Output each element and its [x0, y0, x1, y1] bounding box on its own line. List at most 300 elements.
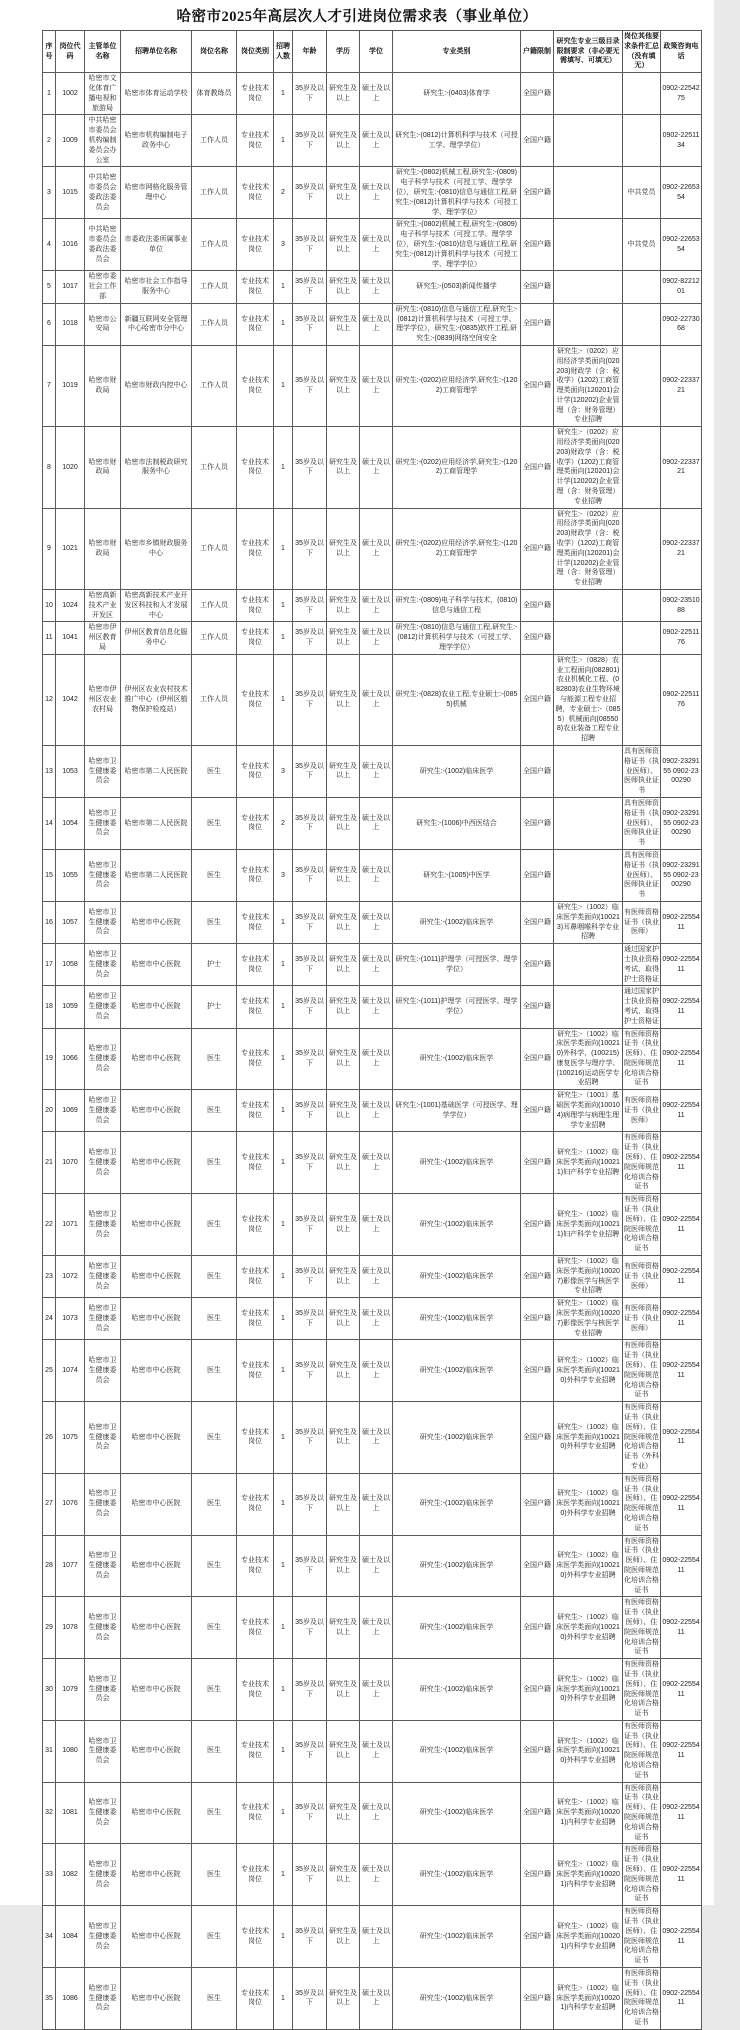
cell: 医生 [192, 1194, 237, 1256]
cell: 1042 [56, 654, 85, 745]
cell: 3 [274, 219, 293, 271]
cell: 1058 [56, 944, 85, 986]
cell: 哈密市法制税政研究服务中心 [121, 427, 192, 508]
cell: 34 [43, 1906, 56, 1968]
table-row [43, 1597, 702, 1659]
cell: 研究生:-(1002)临床医学 [393, 1298, 521, 1340]
cell: 硕士及以上 [360, 745, 393, 797]
cell: 26 [43, 1402, 56, 1474]
cell: 1080 [56, 1720, 85, 1782]
cell: 全国户籍 [521, 986, 554, 1028]
cell: 专业技术岗位 [237, 1473, 274, 1535]
cell: 硕士及以上 [360, 797, 393, 849]
cell: 哈密市第二人民医院 [121, 849, 192, 901]
cell: 工作人员 [192, 303, 237, 345]
table-row [43, 1402, 702, 1474]
cell [554, 590, 623, 622]
cell: 研究生及以上 [327, 1844, 360, 1906]
cell: 研究生:-（1002）临床医学类面向(100210)外科学专业招聘 [554, 1340, 623, 1402]
cell: 研究生:-（1002）临床医学类面向(100201)内科学专业招聘 [554, 1782, 623, 1844]
cell: 研究生及以上 [327, 986, 360, 1028]
cell: 全国户籍 [521, 1659, 554, 1721]
cell: 0902-2255411 [661, 1782, 702, 1844]
cell: 31 [43, 1720, 56, 1782]
cell: 专业技术岗位 [237, 1028, 274, 1090]
cell: 研究生及以上 [327, 797, 360, 849]
cell: 医生 [192, 745, 237, 797]
cell: 1074 [56, 1340, 85, 1402]
cell: 1 [274, 345, 293, 426]
cell: 专业技术岗位 [237, 1597, 274, 1659]
cell: 专业技术岗位 [237, 1782, 274, 1844]
cell: 哈密市卫生健康委员会 [85, 1473, 121, 1535]
table-row [43, 849, 702, 901]
cell: 硕士及以上 [360, 1844, 393, 1906]
cell: 研究生及以上 [327, 167, 360, 219]
table-row [43, 1968, 702, 2030]
cell: 0902-2351088 [661, 590, 702, 622]
cell: 1 [43, 73, 56, 115]
cell: 28 [43, 1535, 56, 1597]
cell: 专业技术岗位 [237, 1906, 274, 1968]
cell: 全国户籍 [521, 1535, 554, 1597]
cell: 17 [43, 944, 56, 986]
cell: 1018 [56, 303, 85, 345]
cell: 哈密市中心医院 [121, 901, 192, 943]
cell: 1 [274, 1473, 293, 1535]
cell: 研究生及以上 [327, 590, 360, 622]
cell: 哈密市卫生健康委员会 [85, 1402, 121, 1474]
cell: 有医师资格证书（执业医师）、住院医师规范化培训合格证书 [623, 1473, 661, 1535]
header-cell: 年龄 [293, 31, 327, 73]
cell: 研究生及以上 [327, 1782, 360, 1844]
table-row [43, 1906, 702, 1968]
cell: 医生 [192, 1782, 237, 1844]
cell: 全国户籍 [521, 590, 554, 622]
cell: 哈密市卫生健康委员会 [85, 1720, 121, 1782]
cell: 中共哈密市委员会机构编制委员会办公室 [85, 115, 121, 167]
cell: 哈密高新技术产业开发区科技和人才发展中心 [121, 590, 192, 622]
cell: 研究生:-(1002)临床医学 [393, 1028, 521, 1090]
cell [623, 590, 661, 622]
cell: 1072 [56, 1256, 85, 1298]
table-row [43, 1782, 702, 1844]
cell: 哈密市中心医院 [121, 1597, 192, 1659]
cell: 1 [274, 508, 293, 589]
cell: 0902-2251176 [661, 622, 702, 654]
table-row [43, 1844, 702, 1906]
cell: 研究生:-（1002）临床医学类面向(100211)妇产科学专业招聘 [554, 1132, 623, 1194]
cell: 13 [43, 745, 56, 797]
cell: 硕士及以上 [360, 219, 393, 271]
cell: 0902-2255411 [661, 1132, 702, 1194]
cell: 专业技术岗位 [237, 1659, 274, 1721]
cell: 35岁及以下 [293, 1782, 327, 1844]
cell: 专业技术岗位 [237, 1090, 274, 1132]
cell: 有医师资格证书（执业医师）、住院医师规范化培训合格证书 [623, 1535, 661, 1597]
cell: 医生 [192, 1298, 237, 1340]
table-row [43, 1659, 702, 1721]
cell: 1 [274, 1597, 293, 1659]
cell: 研究生:-(1002)临床医学 [393, 1597, 521, 1659]
header-cell: 政策咨询电话 [661, 31, 702, 73]
cell: 4 [43, 219, 56, 271]
cell: 研究生:-（1002）临床医学类面向(100211)妇产科学专业招聘 [554, 1194, 623, 1256]
cell: 35岁及以下 [293, 73, 327, 115]
cell: 专业技术岗位 [237, 1844, 274, 1906]
table-row [43, 1340, 702, 1402]
cell: 35岁及以下 [293, 944, 327, 986]
cell: 35岁及以下 [293, 1968, 327, 2030]
cell: 哈密市卫生健康委员会 [85, 986, 121, 1028]
cell: 全国户籍 [521, 901, 554, 943]
cell: 硕士及以上 [360, 1906, 393, 1968]
cell: 有医师资格证书（执业医师） [623, 1090, 661, 1132]
cell: 硕士及以上 [360, 1298, 393, 1340]
cell: 30 [43, 1659, 56, 1721]
cell: 8 [43, 427, 56, 508]
cell: 哈密市机构编制电子政务中心 [121, 115, 192, 167]
cell: 研究生:-（1002）临床医学类面向(100210)外科学专业招聘 [554, 1535, 623, 1597]
cell: 中共党员 [623, 167, 661, 219]
cell: 哈密市卫生健康委员会 [85, 1968, 121, 2030]
cell: 18 [43, 986, 56, 1028]
cell: 3 [274, 849, 293, 901]
cell: 研究生:-(1001)基础医学（可授医学、理学学位） [393, 1090, 521, 1132]
cell: 1 [274, 115, 293, 167]
cell: 专业技术岗位 [237, 849, 274, 901]
cell: 1059 [56, 986, 85, 1028]
cell: 哈密市中心医院 [121, 1256, 192, 1298]
cell: 1 [274, 986, 293, 1028]
cell: 0902-2251134 [661, 115, 702, 167]
cell: 研究生:-(1011)护理学（可授医学、理学学位） [393, 986, 521, 1028]
cell: 医生 [192, 849, 237, 901]
cell: 具有医师资格证书（执业医师）、医师执业证书 [623, 797, 661, 849]
cell: 具有医师资格证书（执业医师）、医师执业证书 [623, 745, 661, 797]
table-body [43, 73, 702, 2030]
cell: 专业技术岗位 [237, 1340, 274, 1402]
cell: 0902-2255411 [661, 901, 702, 943]
cell: 研究生:-(1002)临床医学 [393, 1256, 521, 1298]
cell: 1084 [56, 1906, 85, 1968]
header-cell: 岗位其他要求条件汇总（没有填无） [623, 31, 661, 73]
cell: 1 [274, 1968, 293, 2030]
cell: 硕士及以上 [360, 1968, 393, 2030]
cell: 研究生:-(1011)护理学（可授医学、理学学位） [393, 944, 521, 986]
cell: 35岁及以下 [293, 1659, 327, 1721]
cell: 研究生:-（1002）临床医学类面向(100210)外科学专业招聘 [554, 1473, 623, 1535]
cell: 哈密市卫生健康委员会 [85, 849, 121, 901]
cell: 全国户籍 [521, 1132, 554, 1194]
cell: 35岁及以下 [293, 1720, 327, 1782]
cell: 35岁及以下 [293, 1340, 327, 1402]
cell: 1081 [56, 1782, 85, 1844]
table-row [43, 944, 702, 986]
cell: 工作人员 [192, 508, 237, 589]
cell: 1009 [56, 115, 85, 167]
cell: 研究生:-(1002)临床医学 [393, 1535, 521, 1597]
cell: 2 [274, 797, 293, 849]
cell: 硕士及以上 [360, 986, 393, 1028]
cell: 哈密市社会工作指导服务中心 [121, 271, 192, 303]
table-row [43, 167, 702, 219]
cell: 哈密市卫生健康委员会 [85, 1535, 121, 1597]
cell: 哈密市网格化服务管理中心 [121, 167, 192, 219]
cell: 硕士及以上 [360, 849, 393, 901]
cell: 全国户籍 [521, 115, 554, 167]
cell: 0902-2255411 [661, 944, 702, 986]
cell: 研究生:-(1002)临床医学 [393, 901, 521, 943]
cell: 哈密市中心医院 [121, 1968, 192, 2030]
cell: 35岁及以下 [293, 1256, 327, 1298]
cell: 35岁及以下 [293, 1402, 327, 1474]
cell: 哈密市卫生健康委员会 [85, 1844, 121, 1906]
cell: 中共哈密市委员会委政法委员会 [85, 219, 121, 271]
cell: 0902-2329155 0902-2300290 [661, 797, 702, 849]
cell: 全国户籍 [521, 1844, 554, 1906]
cell: 0902-2233721 [661, 508, 702, 589]
cell: 专业技术岗位 [237, 1402, 274, 1474]
cell: 研究生:-(1002)临床医学 [393, 1720, 521, 1782]
header-cell: 岗位名称 [192, 31, 237, 73]
cell: 0902-2255411 [661, 1535, 702, 1597]
cell: 0902-2255411 [661, 1028, 702, 1090]
cell: 1017 [56, 271, 85, 303]
cell: 全国户籍 [521, 219, 554, 271]
cell: 研究生及以上 [327, 849, 360, 901]
cell: 硕士及以上 [360, 345, 393, 426]
cell: 研究生:-(0810)信息与通信工程,研究生:-(0812)计算机科学与技术（可授工学、理学学位） [393, 622, 521, 654]
cell: 有医师资格证书（执业医师） [623, 901, 661, 943]
cell: 35岁及以下 [293, 745, 327, 797]
cell [554, 303, 623, 345]
cell: 哈密市中心医院 [121, 1535, 192, 1597]
cell: 0902-2255411 [661, 1597, 702, 1659]
table-row [43, 427, 702, 508]
cell: 全国户籍 [521, 849, 554, 901]
cell: 硕士及以上 [360, 590, 393, 622]
table-row [43, 115, 702, 167]
header-row [43, 31, 702, 73]
cell: 专业技术岗位 [237, 654, 274, 745]
cell: 专业技术岗位 [237, 1256, 274, 1298]
table-row [43, 345, 702, 426]
cell: 医生 [192, 1535, 237, 1597]
cell: 35岁及以下 [293, 901, 327, 943]
cell: 专业技术岗位 [237, 508, 274, 589]
cell: 全国户籍 [521, 1256, 554, 1298]
cell: 研究生:-（1002）临床医学类面向(100201)内科学专业招聘 [554, 1906, 623, 1968]
cell: 研究生:-（0202）应用经济学类面向(020203)财政学（含：税收学）(1202)工商管理类面向(120201)会计学(120202)企业管理（含：财务管理）专业招聘 [554, 427, 623, 508]
cell: 工作人员 [192, 345, 237, 426]
cell: 通过国家护士执业资格考试、取得护士资格证 [623, 986, 661, 1028]
cell: 1016 [56, 219, 85, 271]
cell: 硕士及以上 [360, 1473, 393, 1535]
page-title: 哈密市2025年高层次人才引进岗位需求表（事业单位） [176, 9, 538, 25]
cell: 2 [43, 115, 56, 167]
cell: 专业技术岗位 [237, 271, 274, 303]
cell [554, 115, 623, 167]
cell: 全国户籍 [521, 1597, 554, 1659]
cell: 研究生及以上 [327, 745, 360, 797]
cell: 1 [274, 73, 293, 115]
cell: 专业技术岗位 [237, 219, 274, 271]
cell: 15 [43, 849, 56, 901]
cell: 专业技术岗位 [237, 745, 274, 797]
cell: 伊州区农业农村技术推广中心（伊州区植物保护检疫站） [121, 654, 192, 745]
cell: 有医师资格证书（执业医师）、住院医师规范化培训合格证书（外科专业） [623, 1402, 661, 1474]
cell: 全国户籍 [521, 1402, 554, 1474]
cell: 35 [43, 1968, 56, 2030]
header-cell: 户籍限制 [521, 31, 554, 73]
cell: 专业技术岗位 [237, 303, 274, 345]
cell: 35岁及以下 [293, 427, 327, 508]
cell: 研究生及以上 [327, 73, 360, 115]
cell: 硕士及以上 [360, 1028, 393, 1090]
cell: 1073 [56, 1298, 85, 1340]
cell: 研究生:-（1002）临床医学类面向(100210)外科学专业招聘 [554, 1659, 623, 1721]
cell: 35岁及以下 [293, 590, 327, 622]
cell: 研究生及以上 [327, 1720, 360, 1782]
cell: 35岁及以下 [293, 271, 327, 303]
cell: 专业技术岗位 [237, 944, 274, 986]
cell: 研究生:-(1002)临床医学 [393, 1968, 521, 2030]
cell: 研究生:-(0202)应用经济学,研究生:-(1202)工商管理学 [393, 508, 521, 589]
cell: 哈密市财政局 [85, 427, 121, 508]
cell: 研究生:-（1002）临床医学类面向(100210)外科学、(100215)康复医学与理疗学、(100216)运动医学专业招聘 [554, 1028, 623, 1090]
cell: 研究生:-(0503)新闻传播学 [393, 271, 521, 303]
cell: 25 [43, 1340, 56, 1402]
cell: 工作人员 [192, 590, 237, 622]
cell: 0902-2255411 [661, 1298, 702, 1340]
cell [623, 508, 661, 589]
cell: 0902-2254275 [661, 73, 702, 115]
header-cell: 招聘人数 [274, 31, 293, 73]
cell: 哈密市卫生健康委员会 [85, 1906, 121, 1968]
cell: 哈密市卫生健康委员会 [85, 1028, 121, 1090]
cell: 硕士及以上 [360, 1402, 393, 1474]
cell: 哈密市第二人民医院 [121, 745, 192, 797]
table-row [43, 1473, 702, 1535]
cell: 35岁及以下 [293, 1597, 327, 1659]
cell: 35岁及以下 [293, 1906, 327, 1968]
cell: 有医师资格证书（执业医师）、住院医师规范化培训合格证书 [623, 1968, 661, 2030]
table-row [43, 590, 702, 622]
cell: 35岁及以下 [293, 303, 327, 345]
cell: 16 [43, 901, 56, 943]
cell: 哈密市财政内控中心 [121, 345, 192, 426]
cell: 1 [274, 590, 293, 622]
cell: 研究生:-(1002)临床医学 [393, 1194, 521, 1256]
cell: 哈密市卫生健康委员会 [85, 1090, 121, 1132]
cell: 研究生:-（1002）临床医学类面向(100210)外科学专业招聘 [554, 1402, 623, 1474]
cell: 研究生及以上 [327, 944, 360, 986]
cell: 有医师资格证书（执业医师）、住院医师规范化培训合格证书 [623, 1597, 661, 1659]
cell: 研究生:-（1002）临床医学类面向(100201)内科学专业招聘 [554, 1968, 623, 2030]
cell: 硕士及以上 [360, 167, 393, 219]
cell: 1071 [56, 1194, 85, 1256]
table-row [43, 1720, 702, 1782]
cell [623, 115, 661, 167]
cell: 35岁及以下 [293, 1028, 327, 1090]
cell: 1 [274, 1402, 293, 1474]
cell: 硕士及以上 [360, 303, 393, 345]
cell: 伊州区教育信息化服务中心 [121, 622, 192, 654]
cell: 专业技术岗位 [237, 622, 274, 654]
cell: 硕士及以上 [360, 1535, 393, 1597]
cell: 中共哈密市委员会委政法委员会 [85, 167, 121, 219]
cell: 1086 [56, 1968, 85, 2030]
cell: 研究生及以上 [327, 622, 360, 654]
cell: 硕士及以上 [360, 1597, 393, 1659]
cell: 工作人员 [192, 271, 237, 303]
table-row [43, 1090, 702, 1132]
cell [623, 622, 661, 654]
cell: 硕士及以上 [360, 901, 393, 943]
cell: 1002 [56, 73, 85, 115]
cell: 1 [274, 1782, 293, 1844]
cell: 研究生:-(1002)临床医学 [393, 1402, 521, 1474]
cell: 全国户籍 [521, 1194, 554, 1256]
cell: 哈密市第二人民医院 [121, 797, 192, 849]
cell: 全国户籍 [521, 654, 554, 745]
cell: 哈密市中心医院 [121, 1906, 192, 1968]
cell: 研究生:-(0403)体育学 [393, 73, 521, 115]
header-cell: 学历 [327, 31, 360, 73]
cell: 35岁及以下 [293, 219, 327, 271]
cell: 0902-2255411 [661, 1968, 702, 2030]
cell: 哈密市委社会工作部 [85, 271, 121, 303]
cell: 35岁及以下 [293, 654, 327, 745]
cell: 护士 [192, 986, 237, 1028]
cell: 护士 [192, 944, 237, 986]
cell: 35岁及以下 [293, 508, 327, 589]
cell: 专业技术岗位 [237, 1298, 274, 1340]
cell: 7 [43, 345, 56, 426]
header-cell: 招聘单位名称 [121, 31, 192, 73]
cell: 有医师资格证书（执业医师）、住院医师规范化培训合格证书 [623, 1659, 661, 1721]
cell: 研究生:-(1002)临床医学 [393, 1844, 521, 1906]
cell: 1057 [56, 901, 85, 943]
header-cell: 主管单位名称 [85, 31, 121, 73]
cell: 研究生:-（1002）临床医学类面向(100207)影像医学与核医学专业招聘 [554, 1298, 623, 1340]
cell: 研究生及以上 [327, 303, 360, 345]
cell: 有医师资格证书（执业医师）、住院医师规范化培训合格证书 [623, 1844, 661, 1906]
table-row [43, 1194, 702, 1256]
cell: 哈密市中心医院 [121, 1473, 192, 1535]
cell: 全国户籍 [521, 167, 554, 219]
cell: 研究生:-（1002）临床医学类面向(100207)影像医学与核医学专业招聘 [554, 1256, 623, 1298]
cell: 有医师资格证书（执业医师）、住院医师规范化培训合格证书 [623, 1194, 661, 1256]
cell: 1021 [56, 508, 85, 589]
cell: 研究生:-(0812)计算机科学与技术（可授工学、理学学位） [393, 115, 521, 167]
cell: 哈密市中心医院 [121, 1659, 192, 1721]
cell: 35岁及以下 [293, 849, 327, 901]
table-row [43, 1256, 702, 1298]
cell: 研究生及以上 [327, 1298, 360, 1340]
cell: 研究生:-(0810)信息与通信工程,研究生:-(0812)计算机科学与技术（可授工学、理学学位），研究生:-(0835)软件工程,研究生:-(0839)网络空间安全 [393, 303, 521, 345]
cell: 专业技术岗位 [237, 345, 274, 426]
cell: 0902-2255411 [661, 1473, 702, 1535]
header-cell: 岗位类别 [237, 31, 274, 73]
cell: 研究生及以上 [327, 1659, 360, 1721]
cell: 1053 [56, 745, 85, 797]
cell: 硕士及以上 [360, 1720, 393, 1782]
cell: 研究生:-(0828)农业工程,专业硕士:-(0855)机械 [393, 654, 521, 745]
cell: 全国户籍 [521, 944, 554, 986]
cell: 研究生及以上 [327, 1906, 360, 1968]
